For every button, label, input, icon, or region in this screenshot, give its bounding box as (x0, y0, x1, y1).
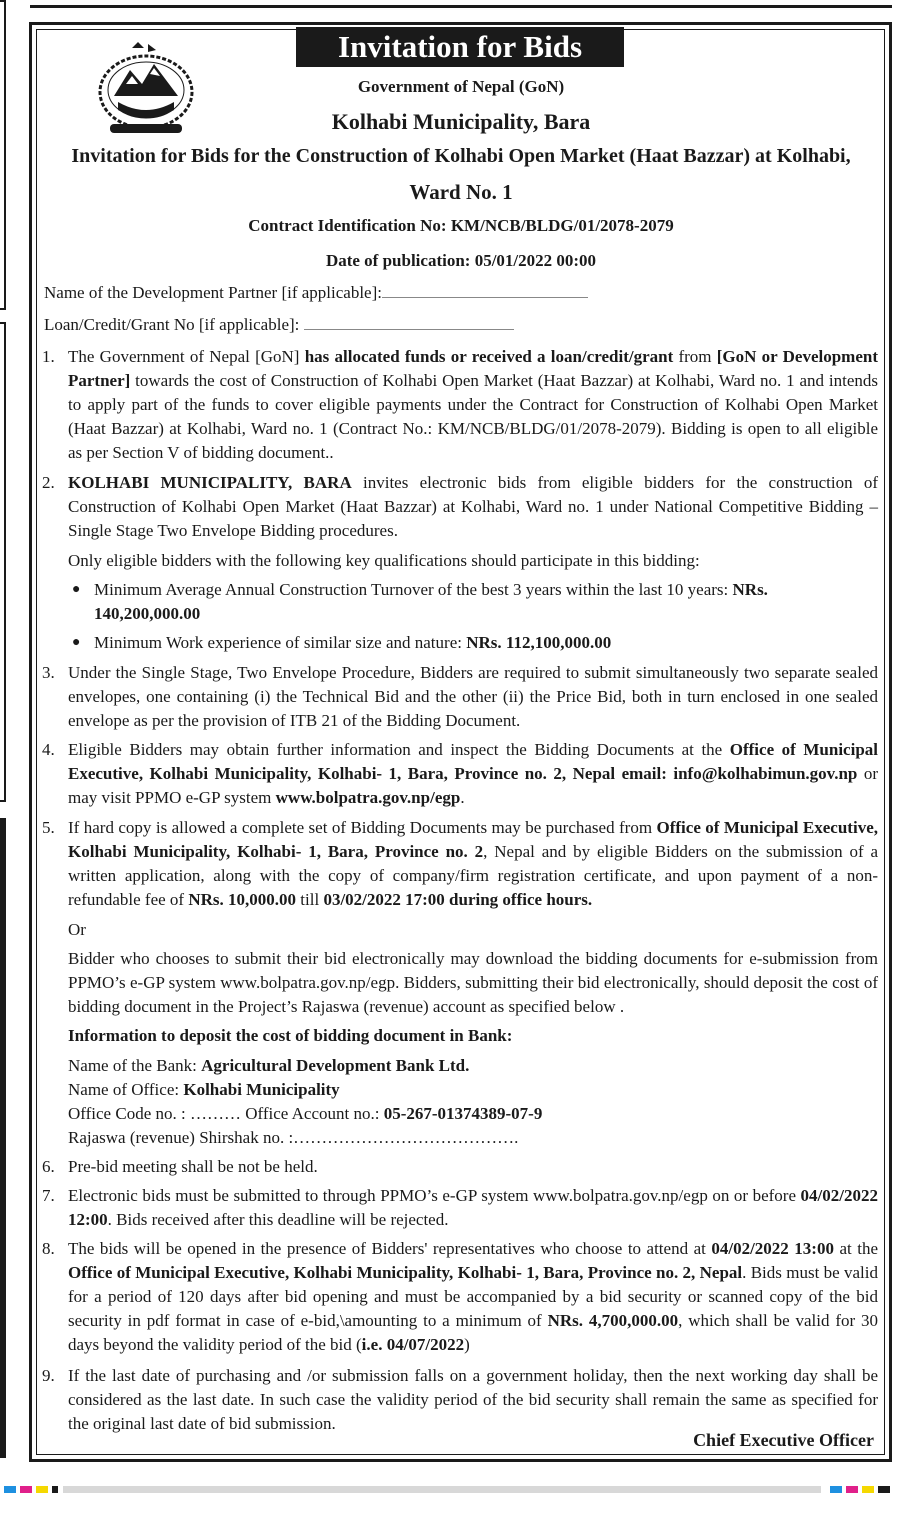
rajaswa-line: Rajaswa (revenue) Shirshak no. :…………………………………. (68, 1128, 519, 1147)
bullet-icon: ● (72, 635, 81, 650)
office-name-line: Name of Office: Kolhabi Municipality (68, 1080, 340, 1099)
item-9-text: If the last date of purchasing and /or submission falls on a government holiday, then the next working day shall be considered as the last date. In such case the validity period of the bid security shall remain the same as specified for the original last date of bid submission. (68, 1366, 878, 1433)
item-number: 7. (42, 1186, 55, 1205)
item-1-text: The Government of Nepal [GoN] has allocated funds or received a loan/credit/grant from [GoN or Development Partner] towards the cost of Construction of Kolhabi Open Market (Haat Bazzar) at Kolhabi, Ward no. 1 and intends to apply part of the funds to cover eligible payments under the Contract for Construction of Kolhabi Open Market (Haat Bazzar) at Kolhabi, Ward no. 1 (Contract No.: KM/NCB/BLDG/01/2078-2079). Bidding is open to all eligible as per Section V of bidding document.. (68, 347, 878, 462)
publication-date: Date of publication: 05/01/2022 00:00 (325, 251, 597, 270)
dev-partner-field: Name of the Development Partner [if applicable]: (44, 283, 588, 303)
item-2-text: KOLHABI MUNICIPALITY, BARA invites electronic bids from eligible bidders for the construction of Construction of Kolhabi Open Market (Haat Bazzar) at Kolhabi, Ward no. 1 under National Competitive Bidding – Single Stage Two Envelope Bidding procedures. (68, 473, 879, 540)
item-6-text: Pre-bid meeting shall be not be held. (68, 1157, 318, 1176)
loan-no-field: Loan/Credit/Grant No [if applicable]: (44, 315, 514, 335)
bank-info-heading: Information to deposit the cost of bidding document in Bank: (68, 1026, 513, 1045)
print-mark-yellow (36, 1486, 48, 1493)
municipality-line: Kolhabi Municipality, Bara (331, 109, 591, 134)
print-mark-black (52, 1486, 58, 1493)
item-number: 9. (42, 1366, 55, 1385)
qualification-experience: Minimum Work experience of similar size and nature: NRs. 112,100,000.00 (94, 633, 612, 652)
blank-line (304, 315, 514, 330)
top-rule (30, 0, 892, 8)
subject-line-2: Ward No. 1 (409, 180, 513, 204)
item-7-text: Electronic bids must be submitted to through PPMO’s e-GP system www.bolpatra.gov.np/egp on or before 04/02/2022 12:00. Bids received after this deadline will be rejected. (68, 1186, 878, 1229)
contract-id: Contract Identification No: KM/NCB/BLDG/01/2078-2079 (248, 216, 674, 235)
left-margin-bar (0, 322, 6, 802)
print-mark-yellow (862, 1486, 874, 1493)
blank-line (382, 283, 588, 298)
item-number: 1. (42, 347, 55, 366)
item-number: 4. (42, 740, 55, 759)
print-mark-cyan (4, 1486, 16, 1493)
government-line: Government of Nepal (GoN) (357, 77, 565, 96)
qualification-intro: Only eligible bidders with the following key qualifications should participate in this bidding: (68, 551, 700, 570)
item-number: 2. (42, 473, 55, 492)
item-4-text: Eligible Bidders may obtain further information and inspect the Bidding Documents at the Office of Municipal Executive, Kolhabi Municipality, Kolhabi- 1, Bara, Province no. 2, Nepal email: info@kolhabimun.gov.np or may visit PPMO e-GP system www.bolpatra.gov.np/egp. (68, 740, 879, 807)
print-mark-black (878, 1486, 890, 1493)
left-margin-bar (0, 0, 6, 310)
print-mark-magenta (846, 1486, 858, 1493)
print-mark-cyan (830, 1486, 842, 1493)
item-8-text: The bids will be opened in the presence of Bidders' representatives who choose to attend at 04/02/2022 13:00 at the Office of Municipal Executive, Kolhabi Municipality, Kolhabi- 1, Bara, Province no. 2, Nepal. Bids must be valid for a period of 120 days after bid opening and must be accompanied by a bid security or scanned copy of the bid security in pdf format in case of e-bid,\amounting to a minimum of NRs. 4,700,000.00, which shall be valid for 30 days beyond the validity period of the bid (i.e. 04/07/2022) (68, 1239, 879, 1354)
item-5-text: If hard copy is allowed a complete set of Bidding Documents may be purchased from Office of Municipal Executive, Kolhabi Municipality, Kolhabi- 1, Bara, Province no. 2, Nepal and by eligible Bidders on the submission of a written application, along with the copy of company/firm registration certificate, and upon payment of a non-refundable fee of NRs. 10,000.00 till 03/02/2022 17:00 during office hours. (68, 818, 879, 909)
bullet-icon: ● (72, 582, 81, 597)
item-number: 3. (42, 663, 55, 682)
left-margin-bar (0, 818, 6, 1458)
print-mark-grey (63, 1486, 821, 1493)
page-title: Invitation for Bids (296, 27, 624, 67)
qualification-turnover: Minimum Average Annual Construction Turnover of the best 3 years within the last 10 years: NRs. 140,200,000.00 (94, 580, 768, 623)
item-number: 5. (42, 818, 55, 837)
signature: Chief Executive Officer (693, 1430, 874, 1450)
item-number: 8. (42, 1239, 55, 1258)
or-separator: Or (68, 920, 86, 939)
office-code-line: Office Code no. : ……… Office Account no.: 05-267-01374389-07-9 (68, 1104, 543, 1123)
item-3-text: Under the Single Stage, Two Envelope Procedure, Bidders are required to submit simultaneously two separate sealed envelopes, one containing (i) the Technical Bid and the other (ii) the Price Bid, both in turn enclosed in one sealed envelope as per the provision of ITB 21 of the Bidding Document. (68, 663, 878, 730)
bank-name-line: Name of the Bank: Agricultural Development Bank Ltd. (68, 1056, 470, 1075)
electronic-submission-text: Bidder who chooses to submit their bid electronically may download the bidding documents for e-submission from PPMO’s e-GP system www.bolpatra.gov.np/egp. Bidders, submitting their bid electronically, should deposit the cost of bidding document in the Project’s Rajaswa (revenue) account as specified below . (68, 949, 878, 1016)
item-number: 6. (42, 1157, 55, 1176)
print-mark-magenta (20, 1486, 32, 1493)
subject-line-1: Invitation for Bids for the Construction of Kolhabi Open Market (Haat Bazzar) at Kolhabi, (71, 145, 851, 167)
